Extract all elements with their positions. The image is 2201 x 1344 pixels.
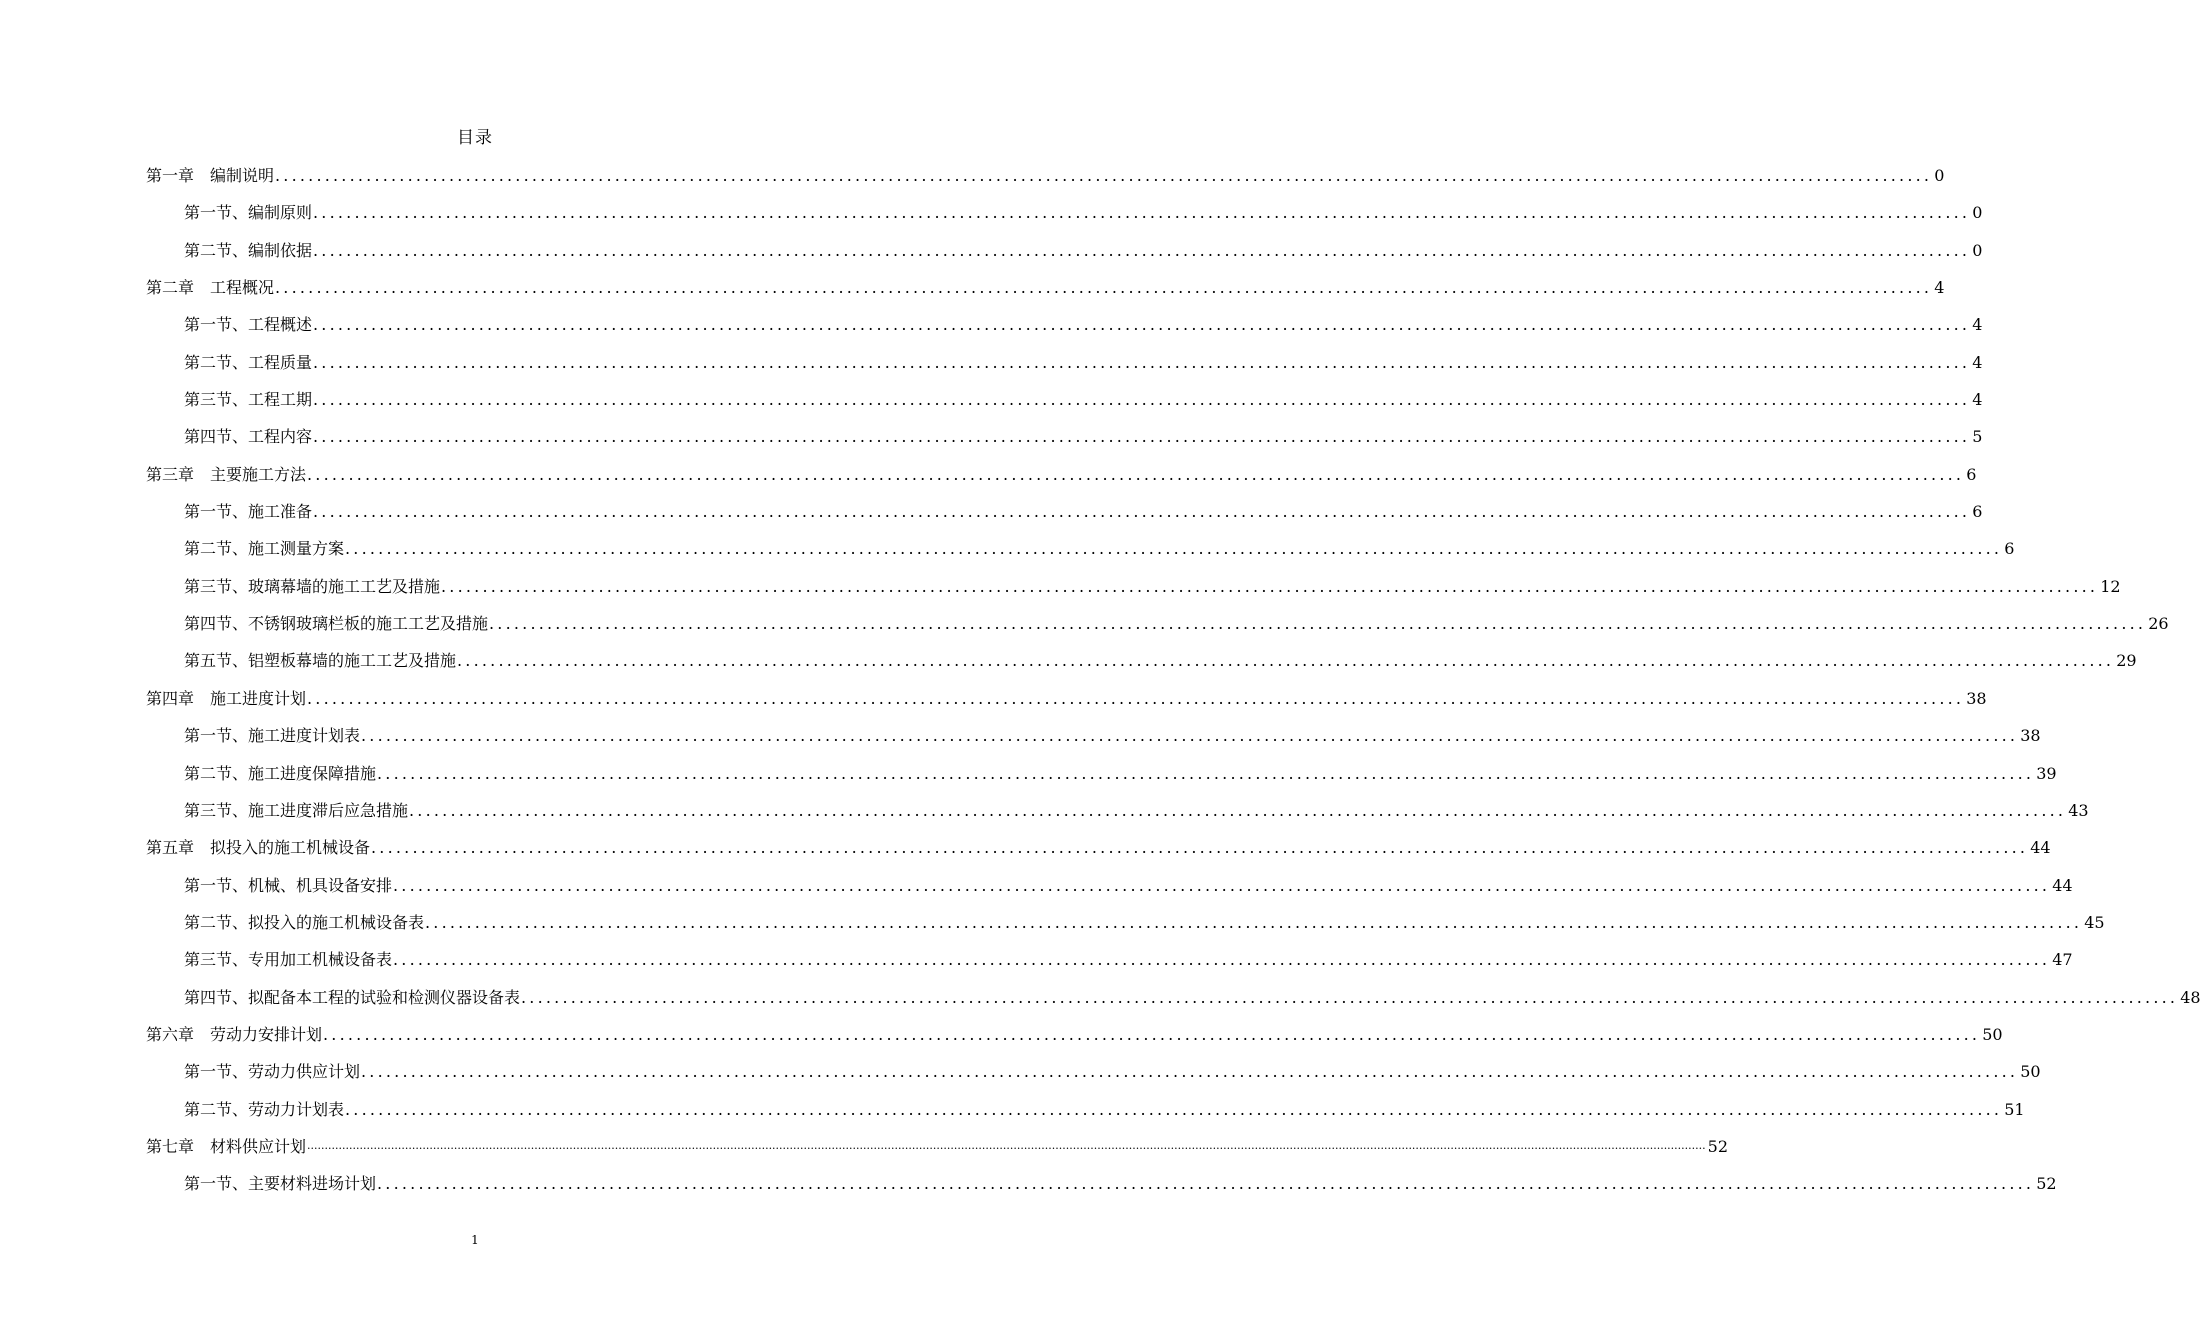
toc-entry-label: 第二节、劳动力计划表 bbox=[184, 1099, 345, 1119]
footer-page-number: 1 bbox=[471, 1233, 479, 1247]
dot-leader: ........................................................................................................................................................................................................ bbox=[393, 875, 2051, 895]
dot-leader: ........................................................................................................................................................................................................ bbox=[323, 1024, 1981, 1044]
dot-leader: ........................................................................................................................................................................................................ bbox=[307, 688, 1965, 708]
toc-entry-label: 第三节、玻璃幕墙的施工工艺及措施 bbox=[184, 576, 441, 596]
toc-entry-page-number: 51 bbox=[2004, 1099, 2025, 1119]
toc-entry-page-number: 50 bbox=[2020, 1062, 2041, 1082]
dot-leader: ················································································································································································································································································································································································································ bbox=[307, 1141, 1706, 1155]
toc-entry-page-number: 4 bbox=[1972, 315, 1983, 335]
toc-entry-label: 第四节、拟配备本工程的试验和检测仪器设备表 bbox=[184, 987, 521, 1007]
toc-entry-label: 第一节、工程概述 bbox=[184, 315, 313, 335]
dot-leader: ........................................................................................................................................................................................................ bbox=[377, 1174, 2035, 1194]
toc-entry-page-number: 4 bbox=[1934, 278, 1945, 298]
dot-leader: ........................................................................................................................................................................................................ bbox=[361, 726, 2019, 746]
toc-entry-page-number: 45 bbox=[2084, 912, 2105, 932]
toc-entry-label: 第三章 主要施工方法 bbox=[146, 464, 307, 484]
toc-entry-label: 第六章 劳动力安排计划 bbox=[146, 1024, 323, 1044]
toc-entry-label: 第三节、专用加工机械设备表 bbox=[184, 950, 393, 970]
toc-entry-label: 第四节、工程内容 bbox=[184, 427, 313, 447]
toc-entry-label: 第二节、施工测量方案 bbox=[184, 539, 345, 559]
dot-leader: ........................................................................................................................................................................................................ bbox=[409, 800, 2067, 820]
toc-entry-page-number: 44 bbox=[2052, 875, 2073, 895]
toc-entry-page-number: 26 bbox=[2148, 614, 2169, 634]
toc-entry-page-number: 43 bbox=[2068, 800, 2089, 820]
toc-section-entry[interactable] bbox=[146, 422, 1983, 459]
dot-leader: ........................................................................................................................................................................................................ bbox=[425, 912, 2083, 932]
toc-section-entry[interactable] bbox=[146, 236, 1983, 273]
toc-section-entry[interactable] bbox=[146, 1057, 2041, 1094]
toc-entry-page-number: 6 bbox=[1966, 464, 1977, 484]
toc-entry-label: 第一节、施工进度计划表 bbox=[184, 726, 361, 746]
toc-entry-label: 第一节、施工准备 bbox=[184, 502, 313, 522]
toc-chapter-entry[interactable] bbox=[146, 833, 2051, 870]
toc-section-entry[interactable] bbox=[146, 721, 2041, 758]
toc-section-entry[interactable] bbox=[146, 646, 2137, 683]
toc-entry-label: 第二节、工程质量 bbox=[184, 352, 313, 372]
toc-entry-page-number: 44 bbox=[2030, 838, 2051, 858]
dot-leader: ........................................................................................................................................................................................................ bbox=[313, 427, 1971, 447]
dot-leader: ........................................................................................................................................................................................................ bbox=[441, 576, 2099, 596]
toc-entry-page-number: 50 bbox=[1982, 1024, 2003, 1044]
toc-section-entry[interactable] bbox=[146, 497, 1983, 534]
toc-entry-label: 第一节、编制原则 bbox=[184, 203, 313, 223]
toc-section-entry[interactable] bbox=[146, 348, 1983, 385]
dot-leader: ........................................................................................................................................................................................................ bbox=[307, 464, 1965, 484]
toc-entry-page-number: 6 bbox=[2004, 539, 2015, 559]
toc-entry-label: 第二节、拟投入的施工机械设备表 bbox=[184, 912, 425, 932]
dot-leader: ........................................................................................................................................................................................................ bbox=[313, 352, 1971, 372]
toc-entry-page-number: 4 bbox=[1972, 352, 1983, 372]
toc-entry-label: 第三节、施工进度滞后应急措施 bbox=[184, 800, 409, 820]
dot-leader: ........................................................................................................................................................................................................ bbox=[313, 240, 1971, 260]
dot-leader: ........................................................................................................................................................................................................ bbox=[371, 838, 2029, 858]
toc-section-entry[interactable] bbox=[146, 1095, 2025, 1132]
toc-entry-label: 第一章 编制说明 bbox=[146, 166, 275, 185]
toc-section-entry[interactable] bbox=[146, 983, 2201, 1020]
toc-entry-page-number: 0 bbox=[1972, 203, 1983, 223]
dot-leader: ........................................................................................................................................................................................................ bbox=[345, 1099, 2003, 1119]
toc-entry-page-number: 39 bbox=[2036, 763, 2057, 783]
dot-leader: ........................................................................................................................................................................................................ bbox=[313, 315, 1971, 335]
dot-leader: ........................................................................................................................................................................................................ bbox=[521, 987, 2179, 1007]
toc-entry-page-number: 48 bbox=[2180, 987, 2201, 1007]
toc-entry-page-number: 38 bbox=[2020, 726, 2041, 746]
toc-chapter-entry[interactable] bbox=[146, 273, 1945, 310]
toc-entry-label: 第七章 材料供应计划 bbox=[146, 1136, 307, 1156]
toc-entry-label: 第二节、编制依据 bbox=[184, 240, 313, 260]
toc-entry-page-number: 52 bbox=[1707, 1136, 1729, 1156]
dot-leader: ........................................................................................................................................................................................................ bbox=[275, 278, 1933, 298]
toc-chapter-entry[interactable] bbox=[146, 684, 1987, 721]
toc-chapter-entry[interactable] bbox=[146, 1132, 1729, 1169]
toc-entry-label: 第四节、不锈钢玻璃栏板的施工工艺及措施 bbox=[184, 614, 489, 634]
toc-entry-label: 第五节、铝塑板幕墙的施工工艺及措施 bbox=[184, 651, 457, 671]
toc-section-entry[interactable] bbox=[146, 310, 1983, 347]
toc-section-entry[interactable] bbox=[146, 572, 2121, 609]
toc-entry-page-number: 12 bbox=[2100, 576, 2121, 596]
toc-entry-page-number: 47 bbox=[2052, 950, 2073, 970]
toc-entry-label: 第二节、施工进度保障措施 bbox=[184, 763, 377, 783]
toc-entry-label: 第二章 工程概况 bbox=[146, 278, 275, 298]
toc-section-entry[interactable] bbox=[146, 796, 2089, 833]
toc-section-entry[interactable] bbox=[146, 1169, 2057, 1206]
toc-entry-label: 第一节、主要材料进场计划 bbox=[184, 1174, 377, 1194]
dot-leader: ........................................................................................................................................................................................................ bbox=[393, 950, 2051, 970]
dot-leader: ........................................................................................................................................................................................................ bbox=[313, 390, 1971, 410]
dot-leader: ........................................................................................................................................................................................................ bbox=[313, 203, 1971, 223]
toc-list bbox=[146, 161, 2201, 1207]
dot-leader: ........................................................................................................................................................................................................ bbox=[345, 539, 2003, 559]
toc-entry-page-number: 0 bbox=[1934, 166, 1945, 185]
toc-title: 目录 bbox=[457, 128, 493, 148]
toc-entry-label: 第一节、机械、机具设备安排 bbox=[184, 875, 393, 895]
dot-leader: ........................................................................................................................................................................................................ bbox=[377, 763, 2035, 783]
toc-entry-page-number: 6 bbox=[1972, 502, 1983, 522]
toc-section-entry[interactable] bbox=[146, 871, 2073, 908]
toc-entry-page-number: 38 bbox=[1966, 688, 1987, 708]
toc-section-entry[interactable] bbox=[146, 945, 2073, 982]
dot-leader: ........................................................................................................................................................................................................ bbox=[275, 166, 1933, 185]
toc-entry-page-number: 4 bbox=[1972, 390, 1983, 410]
toc-section-entry[interactable] bbox=[146, 534, 2015, 571]
dot-leader: ........................................................................................................................................................................................................ bbox=[457, 651, 2115, 671]
toc-chapter-entry[interactable] bbox=[146, 460, 1977, 497]
toc-section-entry[interactable] bbox=[146, 908, 2105, 945]
toc-section-entry[interactable] bbox=[146, 198, 1983, 235]
toc-entry-label: 第四章 施工进度计划 bbox=[146, 688, 307, 708]
dot-leader: ........................................................................................................................................................................................................ bbox=[489, 614, 2147, 634]
toc-chapter-entry[interactable] bbox=[146, 161, 1945, 198]
toc-chapter-entry[interactable] bbox=[146, 1020, 2003, 1057]
toc-entry-page-number: 29 bbox=[2116, 651, 2137, 671]
toc-entry-page-number: 0 bbox=[1972, 240, 1983, 260]
toc-section-entry[interactable] bbox=[146, 609, 2169, 646]
toc-entry-page-number: 5 bbox=[1972, 427, 1983, 447]
toc-entry-label: 第五章 拟投入的施工机械设备 bbox=[146, 838, 371, 858]
dot-leader: ........................................................................................................................................................................................................ bbox=[361, 1062, 2019, 1082]
toc-section-entry[interactable] bbox=[146, 385, 1983, 422]
toc-entry-page-number: 52 bbox=[2036, 1174, 2057, 1194]
toc-section-entry[interactable] bbox=[146, 759, 2057, 796]
toc-entry-label: 第三节、工程工期 bbox=[184, 390, 313, 410]
toc-entry-label: 第一节、劳动力供应计划 bbox=[184, 1062, 361, 1082]
dot-leader: ........................................................................................................................................................................................................ bbox=[313, 502, 1971, 522]
